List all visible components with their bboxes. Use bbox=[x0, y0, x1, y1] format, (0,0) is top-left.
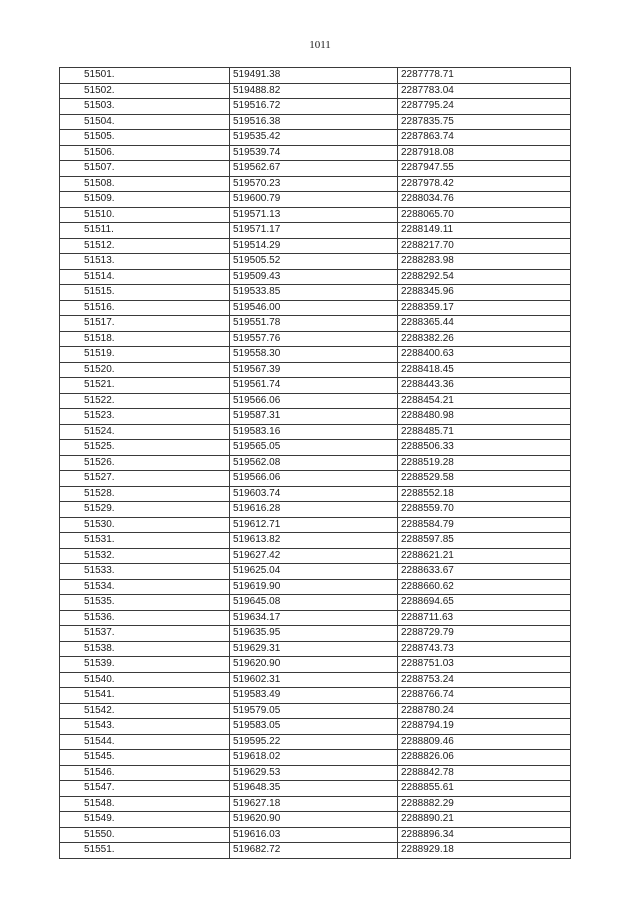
x-coordinate-cell: 519635.95 bbox=[230, 626, 398, 642]
point-id-cell: 51522. bbox=[60, 393, 230, 409]
x-coordinate-cell: 519558.30 bbox=[230, 347, 398, 363]
table-row bbox=[60, 827, 571, 843]
point-id-cell: 51533. bbox=[60, 564, 230, 580]
y-coordinate-cell: 2288882.29 bbox=[398, 796, 571, 812]
y-coordinate-cell: 2288855.61 bbox=[398, 781, 571, 797]
x-coordinate-cell: 519627.18 bbox=[230, 796, 398, 812]
y-coordinate-cell: 2288621.21 bbox=[398, 548, 571, 564]
table-row bbox=[60, 657, 571, 673]
point-id-cell: 51534. bbox=[60, 579, 230, 595]
y-coordinate-cell: 2288382.26 bbox=[398, 331, 571, 347]
y-coordinate-cell: 2288633.67 bbox=[398, 564, 571, 580]
point-id-cell: 51525. bbox=[60, 440, 230, 456]
x-coordinate-cell: 519587.31 bbox=[230, 409, 398, 425]
y-coordinate-cell: 2288400.63 bbox=[398, 347, 571, 363]
y-coordinate-cell: 2287835.75 bbox=[398, 114, 571, 130]
point-id-cell: 51501. bbox=[60, 68, 230, 84]
table-row bbox=[60, 269, 571, 285]
x-coordinate-cell: 519516.38 bbox=[230, 114, 398, 130]
y-coordinate-cell: 2288034.76 bbox=[398, 192, 571, 208]
x-coordinate-cell: 519616.28 bbox=[230, 502, 398, 518]
y-coordinate-cell: 2288559.70 bbox=[398, 502, 571, 518]
point-id-cell: 51520. bbox=[60, 362, 230, 378]
x-coordinate-cell: 519557.76 bbox=[230, 331, 398, 347]
table-row bbox=[60, 812, 571, 828]
y-coordinate-cell: 2287947.55 bbox=[398, 161, 571, 177]
x-coordinate-cell: 519562.67 bbox=[230, 161, 398, 177]
y-coordinate-cell: 2288694.65 bbox=[398, 595, 571, 611]
x-coordinate-cell: 519645.08 bbox=[230, 595, 398, 611]
x-coordinate-cell: 519616.03 bbox=[230, 827, 398, 843]
table-row bbox=[60, 610, 571, 626]
y-coordinate-cell: 2288454.21 bbox=[398, 393, 571, 409]
y-coordinate-cell: 2288552.18 bbox=[398, 486, 571, 502]
table-row bbox=[60, 362, 571, 378]
y-coordinate-cell: 2287863.74 bbox=[398, 130, 571, 146]
x-coordinate-cell: 519488.82 bbox=[230, 83, 398, 99]
y-coordinate-cell: 2287918.08 bbox=[398, 145, 571, 161]
point-id-cell: 51539. bbox=[60, 657, 230, 673]
table-row bbox=[60, 734, 571, 750]
point-id-cell: 51545. bbox=[60, 750, 230, 766]
point-id-cell: 51528. bbox=[60, 486, 230, 502]
table-row bbox=[60, 440, 571, 456]
point-id-cell: 51502. bbox=[60, 83, 230, 99]
x-coordinate-cell: 519600.79 bbox=[230, 192, 398, 208]
y-coordinate-cell: 2288506.33 bbox=[398, 440, 571, 456]
table-row bbox=[60, 223, 571, 239]
point-id-cell: 51540. bbox=[60, 672, 230, 688]
x-coordinate-cell: 519533.85 bbox=[230, 285, 398, 301]
x-coordinate-cell: 519629.53 bbox=[230, 765, 398, 781]
table-row bbox=[60, 192, 571, 208]
table-row bbox=[60, 424, 571, 440]
table-row bbox=[60, 471, 571, 487]
x-coordinate-cell: 519648.35 bbox=[230, 781, 398, 797]
point-id-cell: 51516. bbox=[60, 300, 230, 316]
table-row bbox=[60, 796, 571, 812]
table-row bbox=[60, 843, 571, 859]
point-id-cell: 51531. bbox=[60, 533, 230, 549]
table-row bbox=[60, 393, 571, 409]
table-row bbox=[60, 207, 571, 223]
table-row bbox=[60, 533, 571, 549]
point-id-cell: 51519. bbox=[60, 347, 230, 363]
x-coordinate-cell: 519571.13 bbox=[230, 207, 398, 223]
y-coordinate-cell: 2288292.54 bbox=[398, 269, 571, 285]
x-coordinate-cell: 519567.39 bbox=[230, 362, 398, 378]
coordinates-table-body bbox=[60, 68, 571, 859]
y-coordinate-cell: 2288283.98 bbox=[398, 254, 571, 270]
x-coordinate-cell: 519629.31 bbox=[230, 641, 398, 657]
table-row bbox=[60, 331, 571, 347]
x-coordinate-cell: 519618.02 bbox=[230, 750, 398, 766]
table-row bbox=[60, 548, 571, 564]
x-coordinate-cell: 519561.74 bbox=[230, 378, 398, 394]
point-id-cell: 51517. bbox=[60, 316, 230, 332]
x-coordinate-cell: 519562.08 bbox=[230, 455, 398, 471]
table-row bbox=[60, 378, 571, 394]
page-number: 1011 bbox=[309, 39, 331, 51]
table-row bbox=[60, 781, 571, 797]
table-row bbox=[60, 347, 571, 363]
y-coordinate-cell: 2288711.63 bbox=[398, 610, 571, 626]
y-coordinate-cell: 2288065.70 bbox=[398, 207, 571, 223]
y-coordinate-cell: 2288751.03 bbox=[398, 657, 571, 673]
x-coordinate-cell: 519566.06 bbox=[230, 393, 398, 409]
x-coordinate-cell: 519583.49 bbox=[230, 688, 398, 704]
point-id-cell: 51536. bbox=[60, 610, 230, 626]
x-coordinate-cell: 519583.05 bbox=[230, 719, 398, 735]
point-id-cell: 51524. bbox=[60, 424, 230, 440]
table-row bbox=[60, 83, 571, 99]
point-id-cell: 51511. bbox=[60, 223, 230, 239]
y-coordinate-cell: 2288149.11 bbox=[398, 223, 571, 239]
table-row bbox=[60, 765, 571, 781]
x-coordinate-cell: 519565.05 bbox=[230, 440, 398, 456]
point-id-cell: 51527. bbox=[60, 471, 230, 487]
y-coordinate-cell: 2288842.78 bbox=[398, 765, 571, 781]
table-row bbox=[60, 254, 571, 270]
table-row bbox=[60, 130, 571, 146]
point-id-cell: 51508. bbox=[60, 176, 230, 192]
x-coordinate-cell: 519570.23 bbox=[230, 176, 398, 192]
x-coordinate-cell: 519682.72 bbox=[230, 843, 398, 859]
x-coordinate-cell: 519579.05 bbox=[230, 703, 398, 719]
y-coordinate-cell: 2288826.06 bbox=[398, 750, 571, 766]
x-coordinate-cell: 519620.90 bbox=[230, 657, 398, 673]
y-coordinate-cell: 2288929.18 bbox=[398, 843, 571, 859]
point-id-cell: 51506. bbox=[60, 145, 230, 161]
y-coordinate-cell: 2288418.45 bbox=[398, 362, 571, 378]
point-id-cell: 51530. bbox=[60, 517, 230, 533]
x-coordinate-cell: 519634.17 bbox=[230, 610, 398, 626]
x-coordinate-cell: 519619.90 bbox=[230, 579, 398, 595]
point-id-cell: 51503. bbox=[60, 99, 230, 115]
y-coordinate-cell: 2288519.28 bbox=[398, 455, 571, 471]
y-coordinate-cell: 2288896.34 bbox=[398, 827, 571, 843]
point-id-cell: 51544. bbox=[60, 734, 230, 750]
point-id-cell: 51505. bbox=[60, 130, 230, 146]
table-row bbox=[60, 595, 571, 611]
x-coordinate-cell: 519539.74 bbox=[230, 145, 398, 161]
coordinates-table bbox=[59, 67, 571, 859]
x-coordinate-cell: 519516.72 bbox=[230, 99, 398, 115]
point-id-cell: 51521. bbox=[60, 378, 230, 394]
table-row bbox=[60, 688, 571, 704]
point-id-cell: 51551. bbox=[60, 843, 230, 859]
point-id-cell: 51532. bbox=[60, 548, 230, 564]
point-id-cell: 51507. bbox=[60, 161, 230, 177]
x-coordinate-cell: 519583.16 bbox=[230, 424, 398, 440]
table-row bbox=[60, 641, 571, 657]
y-coordinate-cell: 2288345.96 bbox=[398, 285, 571, 301]
x-coordinate-cell: 519603.74 bbox=[230, 486, 398, 502]
y-coordinate-cell: 2288743.73 bbox=[398, 641, 571, 657]
table-row bbox=[60, 238, 571, 254]
table-row bbox=[60, 68, 571, 84]
point-id-cell: 51518. bbox=[60, 331, 230, 347]
x-coordinate-cell: 519546.00 bbox=[230, 300, 398, 316]
x-coordinate-cell: 519612.71 bbox=[230, 517, 398, 533]
x-coordinate-cell: 519514.29 bbox=[230, 238, 398, 254]
table-row bbox=[60, 486, 571, 502]
point-id-cell: 51510. bbox=[60, 207, 230, 223]
point-id-cell: 51543. bbox=[60, 719, 230, 735]
y-coordinate-cell: 2287978.42 bbox=[398, 176, 571, 192]
y-coordinate-cell: 2288780.24 bbox=[398, 703, 571, 719]
point-id-cell: 51514. bbox=[60, 269, 230, 285]
table-row bbox=[60, 285, 571, 301]
point-id-cell: 51509. bbox=[60, 192, 230, 208]
point-id-cell: 51513. bbox=[60, 254, 230, 270]
x-coordinate-cell: 519535.42 bbox=[230, 130, 398, 146]
table-row bbox=[60, 176, 571, 192]
y-coordinate-cell: 2288753.24 bbox=[398, 672, 571, 688]
point-id-cell: 51529. bbox=[60, 502, 230, 518]
table-row bbox=[60, 455, 571, 471]
table-row bbox=[60, 502, 571, 518]
table-row bbox=[60, 719, 571, 735]
x-coordinate-cell: 519566.06 bbox=[230, 471, 398, 487]
x-coordinate-cell: 519551.78 bbox=[230, 316, 398, 332]
point-id-cell: 51542. bbox=[60, 703, 230, 719]
y-coordinate-cell: 2287778.71 bbox=[398, 68, 571, 84]
x-coordinate-cell: 519509.43 bbox=[230, 269, 398, 285]
x-coordinate-cell: 519571.17 bbox=[230, 223, 398, 239]
y-coordinate-cell: 2288809.46 bbox=[398, 734, 571, 750]
y-coordinate-cell: 2288359.17 bbox=[398, 300, 571, 316]
y-coordinate-cell: 2288443.36 bbox=[398, 378, 571, 394]
y-coordinate-cell: 2288597.85 bbox=[398, 533, 571, 549]
table-row bbox=[60, 99, 571, 115]
y-coordinate-cell: 2288584.79 bbox=[398, 517, 571, 533]
point-id-cell: 51523. bbox=[60, 409, 230, 425]
point-id-cell: 51549. bbox=[60, 812, 230, 828]
table-row bbox=[60, 316, 571, 332]
point-id-cell: 51546. bbox=[60, 765, 230, 781]
x-coordinate-cell: 519613.82 bbox=[230, 533, 398, 549]
point-id-cell: 51504. bbox=[60, 114, 230, 130]
x-coordinate-cell: 519505.52 bbox=[230, 254, 398, 270]
x-coordinate-cell: 519491.38 bbox=[230, 68, 398, 84]
point-id-cell: 51526. bbox=[60, 455, 230, 471]
table-row bbox=[60, 300, 571, 316]
y-coordinate-cell: 2287795.24 bbox=[398, 99, 571, 115]
table-row bbox=[60, 564, 571, 580]
point-id-cell: 51550. bbox=[60, 827, 230, 843]
table-row bbox=[60, 703, 571, 719]
table-row bbox=[60, 409, 571, 425]
x-coordinate-cell: 519602.31 bbox=[230, 672, 398, 688]
point-id-cell: 51547. bbox=[60, 781, 230, 797]
point-id-cell: 51538. bbox=[60, 641, 230, 657]
y-coordinate-cell: 2288365.44 bbox=[398, 316, 571, 332]
x-coordinate-cell: 519620.90 bbox=[230, 812, 398, 828]
table-row bbox=[60, 517, 571, 533]
x-coordinate-cell: 519627.42 bbox=[230, 548, 398, 564]
y-coordinate-cell: 2288729.79 bbox=[398, 626, 571, 642]
x-coordinate-cell: 519625.04 bbox=[230, 564, 398, 580]
table-row bbox=[60, 145, 571, 161]
table-row bbox=[60, 672, 571, 688]
table-row bbox=[60, 579, 571, 595]
y-coordinate-cell: 2288890.21 bbox=[398, 812, 571, 828]
y-coordinate-cell: 2288766.74 bbox=[398, 688, 571, 704]
table-row bbox=[60, 114, 571, 130]
y-coordinate-cell: 2288660.62 bbox=[398, 579, 571, 595]
table-row bbox=[60, 750, 571, 766]
y-coordinate-cell: 2288217.70 bbox=[398, 238, 571, 254]
y-coordinate-cell: 2288794.19 bbox=[398, 719, 571, 735]
y-coordinate-cell: 2288485.71 bbox=[398, 424, 571, 440]
y-coordinate-cell: 2287783.04 bbox=[398, 83, 571, 99]
point-id-cell: 51512. bbox=[60, 238, 230, 254]
point-id-cell: 51537. bbox=[60, 626, 230, 642]
point-id-cell: 51515. bbox=[60, 285, 230, 301]
point-id-cell: 51535. bbox=[60, 595, 230, 611]
point-id-cell: 51541. bbox=[60, 688, 230, 704]
x-coordinate-cell: 519595.22 bbox=[230, 734, 398, 750]
y-coordinate-cell: 2288529.58 bbox=[398, 471, 571, 487]
y-coordinate-cell: 2288480.98 bbox=[398, 409, 571, 425]
point-id-cell: 51548. bbox=[60, 796, 230, 812]
table-row bbox=[60, 626, 571, 642]
table-row bbox=[60, 161, 571, 177]
